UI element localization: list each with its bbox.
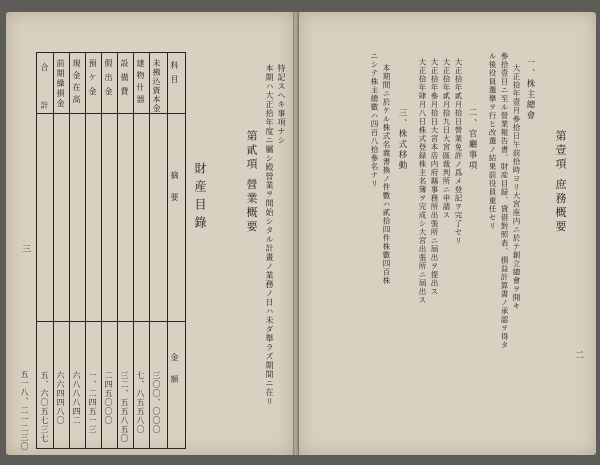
affairs-para-2-line-4: 大正拾年肆月八日株式登録株主名簿ヲ完成シ大宮出張所ニ屆出ス <box>418 58 427 305</box>
section-title-affairs: 第壹項 庶務概要 <box>554 130 567 235</box>
affairs-para-2-line-3: 大正拾年參月拾日大宮本店内府縣事務所出張所ニ屆出ヲ提出ス <box>430 58 439 296</box>
subsection-shareholders-meeting: 一、株主總會 <box>525 58 535 121</box>
table-header-amount: 金額 <box>170 353 179 397</box>
inventory-title: 財産目錄 <box>193 162 207 234</box>
subsection-share-transfer: 三、株式移動 <box>397 108 407 171</box>
page-number-right: 二 <box>574 351 584 361</box>
row-item: 未拂込資本金 <box>152 59 161 113</box>
row-amount: 六八八八四二 <box>72 371 81 425</box>
affairs-para-3-line-1: 本期間ニ於ケル株式名義書換ノ件數ハ貳拾四件株數四百株 <box>382 64 391 285</box>
row-amount: 七、八五五八〇 <box>136 371 145 434</box>
page-number-left: 三 <box>22 245 32 255</box>
table-header-item: 科目 <box>170 61 179 89</box>
business-body-line-2: 特記スヘキ事項ナシ <box>277 64 286 145</box>
row-item: 設備費 <box>120 59 129 101</box>
inventory-table <box>36 52 186 449</box>
row-item: 假出金 <box>104 59 113 101</box>
row-amount: 一、二四五一三 <box>88 371 97 434</box>
row-item: 前期繰損金 <box>56 59 65 109</box>
affairs-para-2-line-1: 大正拾年貳月拾日營業免許ノ爲メ登記ヲ完了セリ <box>454 58 463 245</box>
table-header-summary: 摘要 <box>170 171 179 215</box>
section-title-business: 第貳項 營業概要 <box>245 130 258 235</box>
affairs-para-1-line-2: 參拾壹日ニ至ル營業報告書、財産目録、貸借對照表、損益計算書ノ承認ヲ得タ <box>500 52 509 350</box>
row-amount: 五、六〇五七三七 <box>40 371 49 443</box>
affairs-para-1-line-1: 大正拾年壹月參拾日午前拾時ヨリ大宮座内ニ於テ創立總會ヲ開キ <box>512 64 521 311</box>
row-amount: 六六四四八〇 <box>56 371 65 425</box>
row-item: 建物什器 <box>136 59 145 107</box>
row-amount: 三〇〇、〇〇〇 <box>152 371 161 434</box>
right-page <box>299 12 596 455</box>
affairs-para-1-line-3: ル後役員選擧ヲ行ヒ改選ノ結果前役員重任セリ <box>488 52 497 231</box>
row-amount-extra: 五一八、二一二三〇 <box>20 370 29 451</box>
row-item: 預ケ金 <box>88 59 97 101</box>
affairs-para-2-line-2: 大正拾年貳月拾九日大宮區裁判所ニ申請ス <box>442 58 451 220</box>
row-item: 合計 <box>40 63 49 139</box>
subsection-government-matters: 二、官廳事項 <box>467 108 477 171</box>
row-amount: 二四五〇〇〇 <box>104 371 113 425</box>
business-body-line-1: 本期ハ大正拾年度ニ屬シ殿營業ヲ開始シタル計畫ノ業務ノ日ハ未ダ舉ラズ期間ニ在リ <box>265 64 274 406</box>
row-item: 現金在高 <box>72 59 81 107</box>
left-page <box>6 12 293 455</box>
row-amount: 三二、五五八五〇 <box>120 371 129 443</box>
affairs-para-3-line-2: ニシテ株主總數ハ四百八拾參名ナリ <box>370 52 379 188</box>
